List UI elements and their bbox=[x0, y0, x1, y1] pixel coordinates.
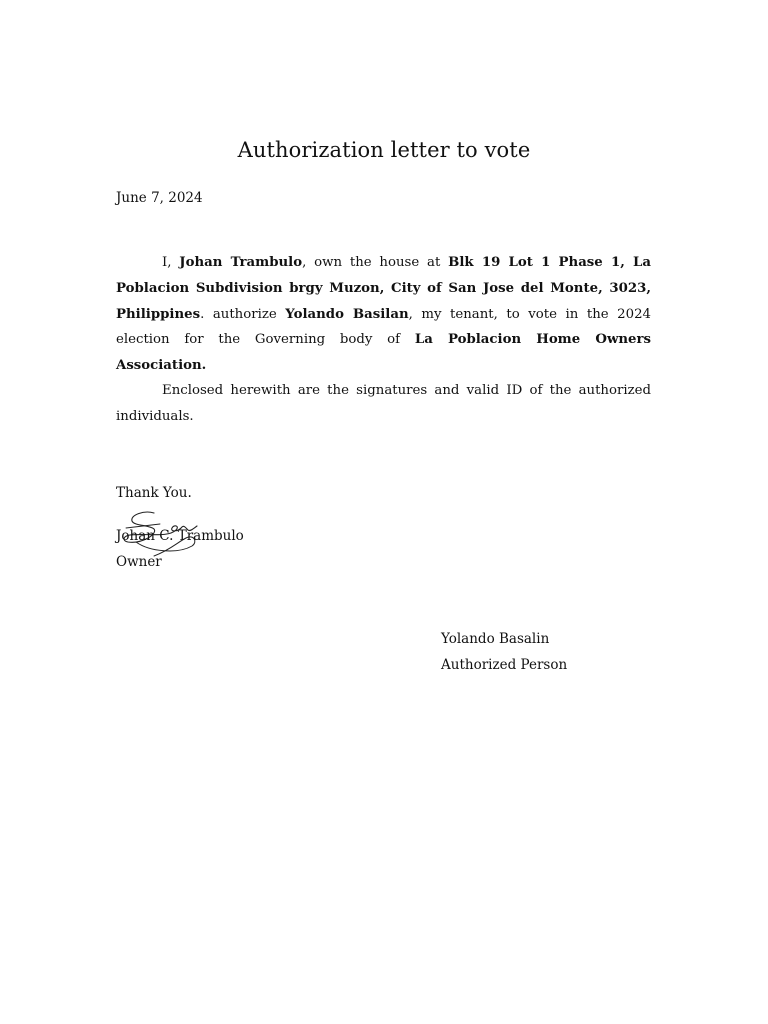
para1-text-1: I, bbox=[162, 255, 180, 270]
owner-name: Johan Trambulo bbox=[179, 255, 303, 270]
enclosure-paragraph: Enclosed herewith are the signatures and valid ID of the authorized individuals. bbox=[116, 383, 651, 424]
property-address: Blk 19 Lot 1 Phase 1, La Poblacion Subdivision brgy Muzon, City of San Jose del Monte, 3023, Philippines bbox=[116, 255, 651, 322]
document-title: Authorization letter to vote bbox=[237, 138, 531, 162]
closing-line: Thank You. bbox=[116, 485, 192, 501]
signer-role: Owner bbox=[116, 554, 162, 570]
tenant-name: Yolando Basilan bbox=[285, 306, 409, 322]
para1-text-2: , own the house at bbox=[302, 255, 449, 270]
para1-text-3: . authorize bbox=[200, 306, 286, 322]
letter-date: June 7, 2024 bbox=[116, 190, 203, 206]
authorization-paragraph bbox=[116, 250, 651, 379]
authorized-person-role: Authorized Person bbox=[441, 657, 568, 673]
authorized-person-name: Yolando Basalin bbox=[441, 631, 550, 647]
signer-name: Johan C. Trambulo bbox=[116, 528, 244, 544]
para1-text-4: , my tenant, to vote in the 2024 election for the Governing body of bbox=[116, 306, 651, 348]
association-name: La Poblacion Home Owners Association. bbox=[116, 332, 652, 374]
